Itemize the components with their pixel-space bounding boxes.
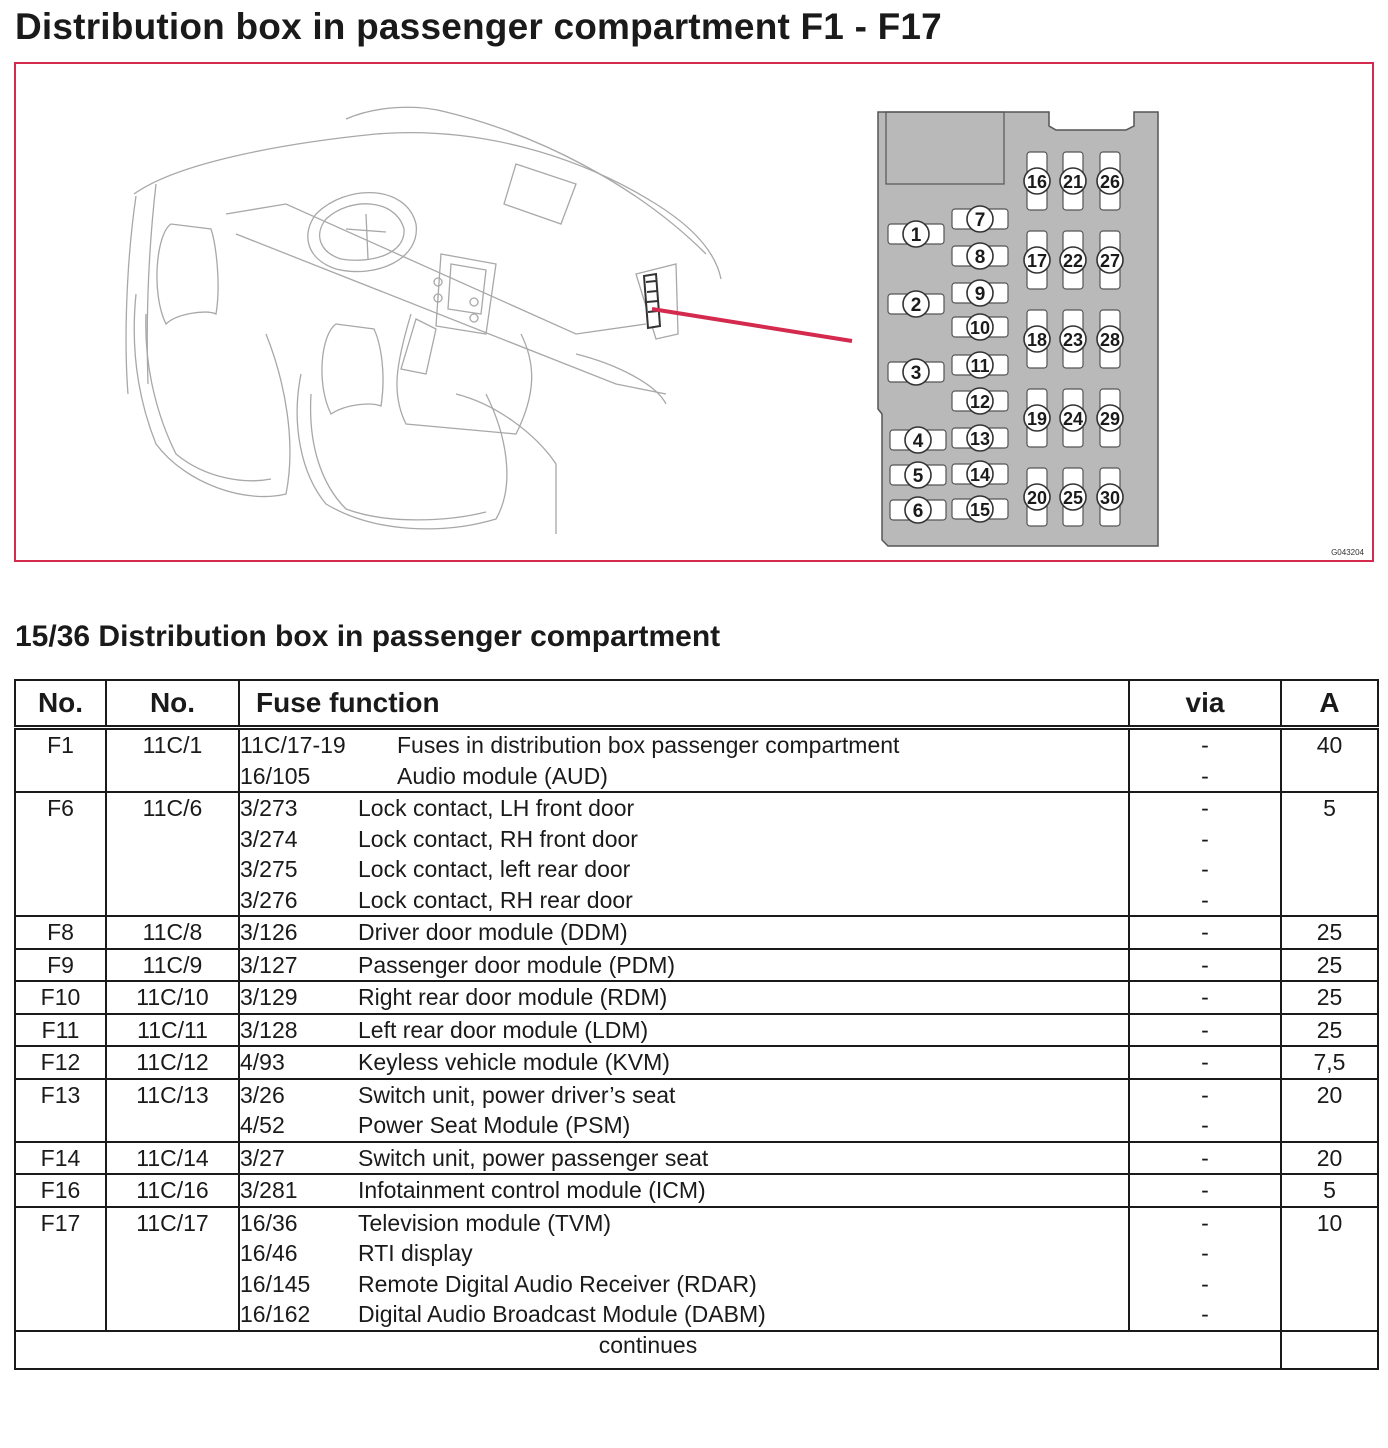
component-ref: 3/26 (240, 1081, 285, 1108)
fuse-2 (888, 291, 944, 317)
amperage-cell (1281, 792, 1378, 916)
component-ref: 3/276 (240, 886, 298, 913)
component-description: Remote Digital Audio Receiver (RDAR) (358, 1270, 757, 1297)
via-value: - (1201, 1016, 1209, 1043)
fuse-24 (1060, 389, 1086, 447)
amperage-value: 25 (1316, 1016, 1343, 1043)
fuse-label: 4 (912, 431, 924, 452)
via-value: - (1201, 1209, 1209, 1236)
function-cell (239, 1207, 1129, 1331)
component-ref: 3/129 (240, 984, 298, 1010)
amperage-value: 20 (1316, 1081, 1343, 1108)
function-cell (239, 1014, 1129, 1047)
fuse-number-cell (15, 728, 106, 793)
via-cell (1129, 916, 1281, 949)
connector-number: 11C/16 (136, 1177, 209, 1203)
connector-cell (106, 1014, 239, 1047)
fuse-27 (1097, 231, 1123, 289)
component-ref: 3/281 (240, 1177, 298, 1203)
fuse-15 (952, 496, 1008, 522)
fuse-label: 22 (1062, 251, 1084, 271)
function-line (240, 1175, 1128, 1206)
table-row (15, 949, 1378, 982)
table-row (15, 1207, 1378, 1331)
fuse-18 (1024, 310, 1050, 368)
continues-note: continues (15, 1331, 1281, 1369)
via-value: - (1201, 825, 1209, 852)
header-fuse-function: Fuse function (239, 680, 1129, 728)
component-ref: 16/36 (240, 1209, 298, 1236)
connector-number: 11C/17 (136, 1209, 209, 1236)
fuse-8 (952, 243, 1008, 269)
connector-cell (106, 1046, 239, 1079)
function-line (240, 982, 1128, 1013)
via-cell (1129, 1207, 1281, 1331)
component-description: Driver door module (DDM) (358, 919, 628, 945)
component-ref: 3/274 (240, 825, 298, 852)
fuse-label: 30 (1099, 488, 1121, 508)
fuse-label: 20 (1026, 488, 1048, 508)
fuse-label: 6 (912, 501, 924, 522)
fuse-number: F1 (47, 732, 74, 758)
function-line (240, 1015, 1128, 1046)
via-cell (1129, 1079, 1281, 1142)
fuse-30 (1097, 468, 1123, 526)
fuse-22 (1060, 231, 1086, 289)
fuse-label: 21 (1062, 172, 1084, 192)
table-row (15, 981, 1378, 1014)
function-line (240, 761, 1128, 792)
via-value: - (1201, 1112, 1209, 1138)
component-ref: 3/126 (240, 919, 298, 945)
fuse-label: 9 (974, 284, 986, 305)
via-value: - (1201, 732, 1209, 758)
fuse-20 (1024, 468, 1050, 526)
component-description: Lock contact, RH front door (358, 825, 638, 852)
via-value: - (1201, 886, 1209, 913)
table-row (15, 1174, 1378, 1207)
component-ref: 3/127 (240, 951, 298, 978)
amperage-cell (1281, 916, 1378, 949)
fuse-13 (952, 425, 1008, 451)
fuse-label: 18 (1026, 330, 1048, 350)
fuse-5 (890, 462, 946, 488)
fuse-21 (1060, 152, 1086, 210)
component-description: Lock contact, RH rear door (358, 886, 633, 913)
via-cell (1129, 1142, 1281, 1175)
component-ref: 3/273 (240, 795, 298, 821)
fuse-number-cell (15, 1142, 106, 1175)
connector-cell (106, 949, 239, 982)
component-ref: 4/93 (240, 1049, 285, 1075)
connector-number: 11C/8 (142, 919, 203, 945)
component-description: Digital Audio Broadcast Module (DABM) (358, 1301, 766, 1327)
fuse-number: F10 (40, 984, 81, 1010)
amperage-cell (1281, 1174, 1378, 1207)
function-cell (239, 792, 1129, 916)
amperage-value: 25 (1316, 919, 1343, 945)
fuse-label: 23 (1062, 330, 1084, 350)
function-cell (239, 1174, 1129, 1207)
function-line (240, 824, 1128, 855)
function-line (240, 1143, 1128, 1174)
connector-cell (106, 1207, 239, 1331)
fuse-26 (1097, 152, 1123, 210)
fuse-label: 29 (1099, 409, 1121, 429)
fuse-label: 16 (1026, 172, 1048, 192)
component-ref: 16/145 (240, 1270, 311, 1297)
via-value: - (1201, 795, 1209, 821)
component-description: Fuses in distribution box passenger compartment (397, 732, 900, 758)
component-ref: 11C/17-19 (240, 732, 346, 758)
fuse-number-cell (15, 981, 106, 1014)
fuse-label: 26 (1099, 172, 1121, 192)
fuse-number-cell (15, 1207, 106, 1331)
page-title: Distribution box in passenger compartment F1 - F17 (15, 6, 942, 47)
fuse-label: 3 (910, 363, 922, 384)
car-interior-drawing (126, 107, 721, 534)
fusebox-location-marker (644, 274, 852, 341)
function-line (240, 854, 1128, 885)
location-diagram (16, 64, 1372, 560)
via-cell (1129, 1046, 1281, 1079)
connector-cell (106, 1174, 239, 1207)
function-cell (239, 728, 1129, 793)
amperage-cell (1281, 981, 1378, 1014)
fuse-14 (952, 461, 1008, 487)
connector-number: 11C/14 (136, 1144, 209, 1171)
via-cell (1129, 981, 1281, 1014)
via-value: - (1201, 919, 1209, 945)
connector-cell (106, 916, 239, 949)
function-line (240, 1080, 1128, 1111)
via-cell (1129, 792, 1281, 916)
fuse-number: F12 (40, 1049, 81, 1075)
component-description: Left rear door module (LDM) (358, 1016, 649, 1043)
fuse-16 (1024, 152, 1050, 210)
fuse-7 (952, 206, 1008, 232)
fuse-4 (890, 427, 946, 453)
table-header-row (15, 680, 1378, 728)
connector-number: 11C/13 (136, 1081, 209, 1108)
function-cell (239, 949, 1129, 982)
fuse-number: F11 (41, 1016, 80, 1043)
fuse-label: 19 (1026, 409, 1048, 429)
component-ref: 16/105 (240, 762, 311, 789)
function-cell (239, 1046, 1129, 1079)
connector-cell (106, 981, 239, 1014)
fuse-label: 27 (1099, 251, 1121, 271)
connector-cell (106, 1142, 239, 1175)
component-description: Lock contact, left rear door (358, 856, 631, 882)
via-value: - (1201, 1049, 1209, 1075)
via-value: - (1201, 1270, 1209, 1297)
fusebox-diagram (878, 112, 1158, 546)
connector-number: 11C/11 (137, 1016, 208, 1043)
component-description: Infotainment control module (ICM) (358, 1177, 706, 1203)
amperage-cell (1281, 1207, 1378, 1331)
fuse-number-cell (15, 1046, 106, 1079)
via-value: - (1201, 1177, 1209, 1203)
component-description: Switch unit, power passenger seat (358, 1144, 709, 1171)
fuse-label: 14 (969, 465, 991, 485)
fuse-25 (1060, 468, 1086, 526)
fuse-3 (888, 359, 944, 385)
header-connector-no: No. (106, 680, 239, 728)
connector-cell (106, 1079, 239, 1142)
amperage-value: 7,5 (1313, 1049, 1346, 1075)
connector-number: 11C/1 (142, 732, 203, 758)
function-line (240, 730, 1128, 761)
component-description: Passenger door module (PDM) (358, 951, 676, 978)
header-via: via (1129, 680, 1281, 728)
fuse-number-cell (15, 1174, 106, 1207)
fuse-label: 12 (969, 392, 991, 412)
function-cell (239, 1079, 1129, 1142)
amperage-value: 10 (1316, 1209, 1343, 1236)
amperage-value: 40 (1316, 732, 1343, 758)
function-cell (239, 1142, 1129, 1175)
fuse-label: 25 (1062, 488, 1084, 508)
via-cell (1129, 728, 1281, 793)
component-description: Lock contact, LH front door (358, 795, 635, 821)
table-row (15, 916, 1378, 949)
fuse-label: 7 (974, 210, 986, 231)
function-line (240, 1299, 1128, 1330)
fuse-number-cell (15, 949, 106, 982)
amperage-cell (1281, 1079, 1378, 1142)
fuse-10 (952, 314, 1008, 340)
fuse-number: F9 (47, 951, 74, 978)
via-value: - (1201, 856, 1209, 882)
fuse-number-cell (15, 1079, 106, 1142)
component-description: Television module (TVM) (358, 1209, 612, 1236)
table-row (15, 1014, 1378, 1047)
header-no: No. (15, 680, 106, 728)
amperage-value: 5 (1323, 1177, 1336, 1203)
fuse-label: 2 (910, 295, 922, 316)
connector-cell (106, 728, 239, 793)
amperage-cell (1281, 728, 1378, 793)
amperage-cell (1281, 1014, 1378, 1047)
location-figure (14, 62, 1374, 562)
fuse-label: 28 (1099, 330, 1121, 350)
fuse-12 (952, 388, 1008, 414)
fuse-number-cell (15, 916, 106, 949)
component-description: Audio module (AUD) (397, 762, 608, 789)
function-line (240, 793, 1128, 824)
fuse-29 (1097, 389, 1123, 447)
table-footer-row (15, 1331, 1378, 1369)
function-line (240, 1047, 1128, 1078)
fuse-number: F6 (47, 795, 74, 821)
component-ref: 16/46 (240, 1240, 298, 1266)
fuse-number: F14 (40, 1144, 81, 1171)
component-description: RTI display (358, 1240, 473, 1266)
component-description: Right rear door module (RDM) (358, 984, 668, 1010)
fuse-number: F8 (47, 919, 74, 945)
figure-code: G043204 (1331, 548, 1364, 557)
component-ref: 3/27 (240, 1144, 285, 1171)
amperage-value: 25 (1316, 951, 1343, 978)
table-row (15, 1142, 1378, 1175)
function-line (240, 1238, 1128, 1269)
function-cell (239, 981, 1129, 1014)
via-value: - (1201, 1301, 1209, 1327)
function-line (240, 917, 1128, 948)
function-line (240, 1208, 1128, 1239)
fuse-label: 24 (1062, 409, 1084, 429)
fuse-19 (1024, 389, 1050, 447)
header-amperage: A (1281, 680, 1378, 728)
via-value: - (1201, 762, 1209, 789)
amperage-cell (1281, 1046, 1378, 1079)
component-ref: 3/128 (240, 1016, 298, 1043)
function-cell (239, 916, 1129, 949)
via-value: - (1201, 1081, 1209, 1108)
connector-number: 11C/9 (142, 951, 203, 978)
fuse-number-cell (15, 1014, 106, 1047)
connector-cell (106, 792, 239, 916)
connector-number: 11C/10 (136, 984, 209, 1010)
amperage-cell (1281, 1142, 1378, 1175)
fuse-label: 15 (969, 500, 991, 520)
function-line (240, 1269, 1128, 1300)
function-line (240, 1110, 1128, 1141)
fuse-label: 11 (970, 356, 990, 376)
fuse-label: 1 (910, 225, 922, 246)
fuse-number-cell (15, 792, 106, 916)
table-row (15, 1046, 1378, 1079)
fuse-9 (952, 280, 1008, 306)
fuse-number: F16 (40, 1177, 81, 1203)
function-line (240, 950, 1128, 981)
via-value: - (1201, 1144, 1209, 1171)
via-cell (1129, 1014, 1281, 1047)
table-row (15, 1079, 1378, 1142)
fuse-6 (890, 497, 946, 523)
connector-number: 11C/12 (136, 1049, 209, 1075)
via-value: - (1201, 984, 1209, 1010)
fuse-label: 8 (974, 247, 986, 268)
component-ref: 4/52 (240, 1112, 285, 1138)
fuse-label: 17 (1026, 251, 1048, 271)
component-ref: 16/162 (240, 1301, 311, 1327)
via-value: - (1201, 951, 1209, 978)
connector-number: 11C/6 (142, 795, 203, 821)
footer-empty-cell (1281, 1331, 1378, 1369)
fuse-number: F13 (40, 1081, 81, 1108)
fuse-11 (952, 352, 1008, 378)
amperage-value: 20 (1316, 1144, 1343, 1171)
table-row (15, 728, 1378, 793)
via-cell (1129, 949, 1281, 982)
fuse-17 (1024, 231, 1050, 289)
function-line (240, 885, 1128, 916)
component-description: Power Seat Module (PSM) (358, 1112, 631, 1138)
amperage-cell (1281, 949, 1378, 982)
amperage-value: 5 (1323, 795, 1336, 821)
amperage-value: 25 (1316, 984, 1343, 1010)
table-row (15, 792, 1378, 916)
fuse-1 (888, 221, 944, 247)
fuse-label: 13 (969, 429, 991, 449)
fuse-23 (1060, 310, 1086, 368)
fuse-28 (1097, 310, 1123, 368)
component-description: Switch unit, power driver’s seat (358, 1081, 676, 1108)
component-ref: 3/275 (240, 856, 298, 882)
fuse-label: 5 (912, 466, 924, 487)
via-cell (1129, 1174, 1281, 1207)
component-description: Keyless vehicle module (KVM) (358, 1049, 670, 1075)
fuse-table (14, 679, 1379, 1370)
fuse-number: F17 (40, 1209, 81, 1236)
section-title: 15/36 Distribution box in passenger compartment (15, 620, 721, 653)
fuse-label: 10 (969, 318, 991, 338)
via-value: - (1201, 1240, 1209, 1266)
